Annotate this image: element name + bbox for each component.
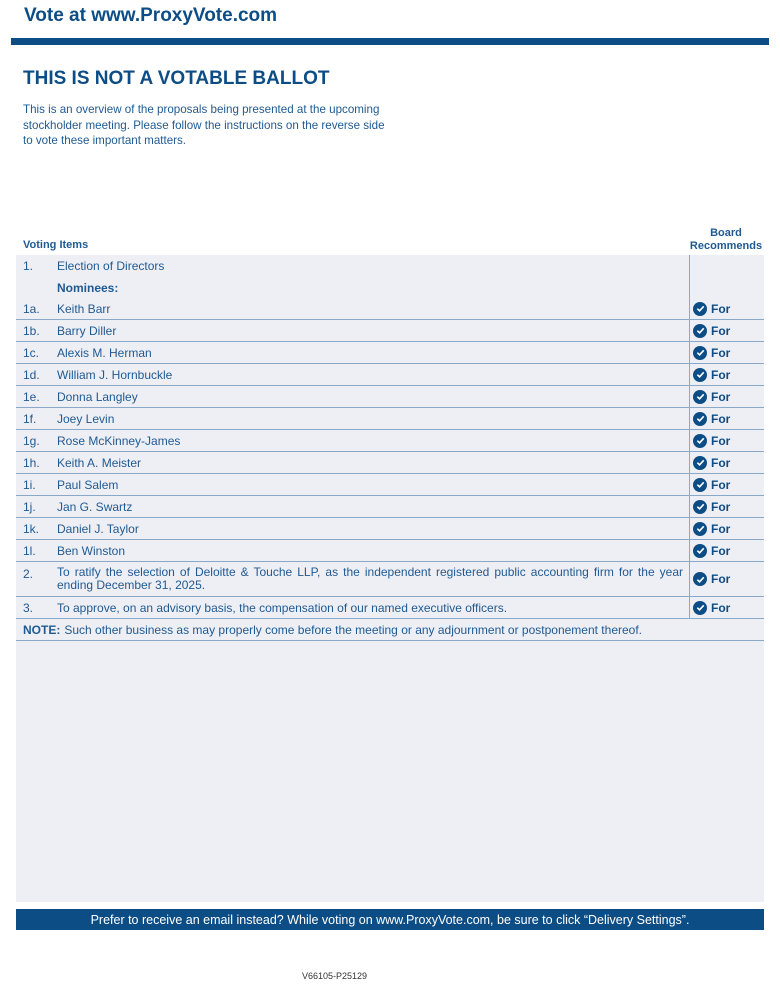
note-label: NOTE: — [23, 622, 61, 637]
nominee-number: 1h. — [23, 455, 40, 470]
proposal-1-rec-empty — [689, 255, 764, 277]
recommendation-value: For — [711, 572, 731, 586]
check-circle-icon — [693, 544, 707, 558]
nominee-row — [16, 364, 764, 386]
nominee-row — [16, 298, 764, 320]
nominee-row — [16, 452, 764, 474]
nominee-row — [16, 342, 764, 364]
recommendation-value: For — [711, 411, 731, 426]
nominee-recommendation — [689, 430, 764, 451]
header-title: Vote at www.ProxyVote.com — [24, 5, 278, 26]
recommendation-value: For — [711, 345, 731, 360]
proposal-2-number: 2. — [23, 567, 34, 581]
footer-message: Prefer to receive an email instead? While voting on www.ProxyVote.com, be sure to click “Delivery Settings”. — [90, 912, 690, 927]
proposal-1-row — [16, 255, 764, 277]
nominee-number: 1k. — [23, 521, 40, 536]
column-header-board-recommends — [688, 227, 764, 253]
nominee-recommendation — [689, 452, 764, 473]
nominee-row — [16, 386, 764, 408]
nominee-name: Ben Winston — [57, 543, 126, 558]
nominee-rows — [16, 298, 764, 562]
recommendation-value: For — [711, 455, 731, 470]
check-circle-icon — [693, 302, 707, 316]
nominee-name: Daniel J. Taylor — [57, 521, 139, 536]
recommendation-value: For — [711, 543, 731, 558]
check-circle-icon — [693, 390, 707, 404]
recommendation-value: For — [711, 389, 731, 404]
proposal-3-number: 3. — [23, 600, 34, 615]
proposal-3-row — [16, 597, 764, 619]
recommendation-value: For — [711, 477, 731, 492]
nominee-recommendation — [689, 386, 764, 407]
nominee-recommendation — [689, 342, 764, 363]
note-row — [16, 619, 764, 641]
recommendation-value: For — [711, 433, 731, 448]
check-circle-icon — [693, 456, 707, 470]
nominee-number: 1a. — [23, 301, 40, 316]
nominee-number: 1l. — [23, 543, 36, 558]
nominee-row — [16, 496, 764, 518]
nominee-number: 1f. — [23, 411, 37, 426]
nominee-row — [16, 474, 764, 496]
intro-text: This is an overview of the proposals being presented at the upcoming stockholder meeting. Please follow the instructions on the reverse side to vote these important matters. — [23, 103, 385, 147]
check-circle-icon — [693, 324, 707, 338]
document-code: V66105-P25129 — [302, 971, 368, 981]
header-rule — [11, 38, 769, 45]
nominee-recommendation — [689, 408, 764, 429]
nominee-name: Jan G. Swartz — [57, 499, 133, 514]
proposal-3-label: To approve, on an advisory basis, the compensation of our named executive officers. — [57, 600, 508, 615]
proposal-1-label: Election of Directors — [57, 259, 165, 273]
proposal-2-recommendation — [689, 562, 764, 596]
nominee-number: 1e. — [23, 389, 40, 404]
recommendation-value: For — [711, 499, 731, 514]
check-circle-icon — [693, 478, 707, 492]
nominee-recommendation — [689, 474, 764, 495]
nominee-recommendation — [689, 496, 764, 517]
nominee-recommendation — [689, 540, 764, 561]
nominee-recommendation — [689, 364, 764, 385]
check-circle-icon — [693, 346, 707, 360]
recommendation-value: For — [711, 301, 731, 316]
nominee-name: Alexis M. Herman — [57, 345, 152, 360]
check-circle-icon — [693, 412, 707, 426]
check-circle-icon — [693, 434, 707, 448]
nominee-number: 1d. — [23, 367, 40, 382]
nominee-name: Keith A. Meister — [57, 455, 142, 470]
nominee-recommendation — [689, 518, 764, 539]
footer-banner — [16, 909, 764, 930]
nominee-row — [16, 518, 764, 540]
check-circle-icon — [693, 601, 707, 615]
nominee-row — [16, 320, 764, 342]
recommendation-value: For — [711, 323, 731, 338]
nominee-number: 1i. — [23, 477, 36, 492]
nominee-name: Keith Barr — [57, 301, 111, 316]
recommendation-value: For — [711, 600, 731, 615]
nominee-number: 1b. — [23, 323, 40, 338]
nominee-row — [16, 430, 764, 452]
nominees-heading-row — [16, 277, 764, 298]
nominee-name: Paul Salem — [57, 477, 119, 492]
column-header-board-line1: Board — [710, 227, 742, 239]
proposal-2-label: To ratify the selection of Deloitte & Touche LLP, as the independent registered public accounting firm for the year ending December 31, 2025. — [57, 565, 683, 592]
nominee-recommendation — [689, 320, 764, 341]
nominee-name: Barry Diller — [57, 323, 117, 338]
nominee-number: 1c. — [23, 345, 40, 360]
column-header-voting-items: Voting Items — [23, 239, 89, 251]
nominee-number: 1j. — [23, 499, 36, 514]
nominee-row — [16, 408, 764, 430]
nominees-heading: Nominees: — [57, 280, 119, 295]
recommendation-value: For — [711, 521, 731, 536]
voting-table — [16, 255, 764, 641]
proposal-1-number: 1. — [23, 259, 34, 273]
nominee-row — [16, 540, 764, 562]
nominee-name: William J. Hornbuckle — [57, 367, 173, 382]
check-circle-icon — [693, 368, 707, 382]
check-circle-icon — [693, 572, 707, 586]
proposal-3-recommendation — [689, 597, 764, 618]
column-header-board-line2: Recommends — [689, 240, 763, 252]
check-circle-icon — [693, 522, 707, 536]
page-title: THIS IS NOT A VOTABLE BALLOT — [23, 68, 330, 89]
note-text: Such other business as may properly come before the meeting or any adjournment or postponement thereof. — [64, 622, 643, 637]
nominee-name: Joey Levin — [57, 411, 115, 426]
recommendation-value: For — [711, 367, 731, 382]
nominee-name: Donna Langley — [57, 389, 138, 404]
check-circle-icon — [693, 500, 707, 514]
nominee-recommendation — [689, 298, 764, 319]
proposal-2-row — [16, 562, 764, 597]
nominee-number: 1g. — [23, 433, 40, 448]
nominee-name: Rose McKinney-James — [57, 433, 181, 448]
